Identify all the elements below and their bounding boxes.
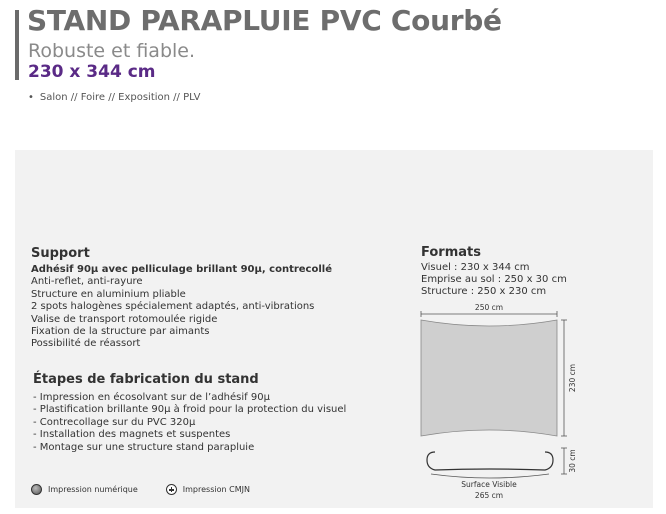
surface-value: 265 cm <box>474 491 504 500</box>
formats-line: Structure : 250 x 230 cm <box>421 286 547 297</box>
page-subtitle: Robuste et fiable. <box>28 40 196 62</box>
usage-tags-text: Salon // Foire // Exposition // PLV <box>39 92 201 103</box>
numeric-print-icon <box>31 484 42 495</box>
legend-numeric: Impression numérique <box>48 485 138 494</box>
support-line: Valise de transport rotomoulée rigide <box>31 313 218 325</box>
width-label: 250 cm <box>474 303 504 312</box>
product-dimensions: 230 x 344 cm <box>28 62 156 82</box>
support-line: Possibilité de réassort <box>31 338 141 350</box>
header-accent-bar <box>15 10 19 80</box>
bullet-icon: • <box>28 92 34 103</box>
support-line: Structure en aluminium pliable <box>31 288 186 300</box>
support-heading: Support <box>31 246 90 261</box>
height-label: 230 cm <box>568 363 577 393</box>
support-line: Adhésif 90µ avec pelliculage brillant 90µ, contrecollé <box>31 264 332 275</box>
etapes-line: - Installation des magnets et suspentes <box>33 429 231 441</box>
etapes-line: - Montage sur une structure stand parapluie <box>33 441 255 453</box>
surface-arc <box>431 474 549 478</box>
formats-line: Emprise au sol : 250 x 30 cm <box>421 274 567 285</box>
page-title: STAND PARAPLUIE PVC Courbé <box>27 4 502 37</box>
usage-tags <box>28 92 200 103</box>
depth-label: 30 cm <box>568 449 577 473</box>
etapes-line: - Impression en écosolvant sur de l’adhésif 90µ <box>33 392 270 403</box>
formats-list <box>421 262 567 298</box>
floor-footprint <box>427 452 553 470</box>
formats-line: Visuel : 230 x 344 cm <box>421 262 530 273</box>
etapes-list <box>33 392 346 454</box>
support-line: Fixation de la structure par aimants <box>31 326 210 338</box>
cmjn-print-icon <box>166 484 177 495</box>
etapes-line: - Plastification brillante 90µ à froid pour la protection du visuel <box>33 404 347 416</box>
print-legend <box>31 484 250 495</box>
height-dimension-line <box>561 320 567 436</box>
formats-heading: Formats <box>421 245 481 260</box>
support-line: Anti-reflet, anti-rayure <box>31 276 143 288</box>
surface-label: Surface Visible <box>461 480 517 489</box>
product-info-panel <box>15 150 653 508</box>
etapes-heading: Étapes de fabrication du stand <box>33 372 259 387</box>
stand-panel <box>421 320 557 436</box>
legend-cmjn: Impression CMJN <box>182 485 250 494</box>
support-list <box>31 264 332 351</box>
depth-dimension-line <box>561 448 567 474</box>
stand-diagram <box>419 302 589 502</box>
support-line: 2 spots halogènes spécialement adaptés, anti-vibrations <box>31 301 315 313</box>
etapes-line: - Contrecollage sur du PVC 320µ <box>33 416 196 428</box>
